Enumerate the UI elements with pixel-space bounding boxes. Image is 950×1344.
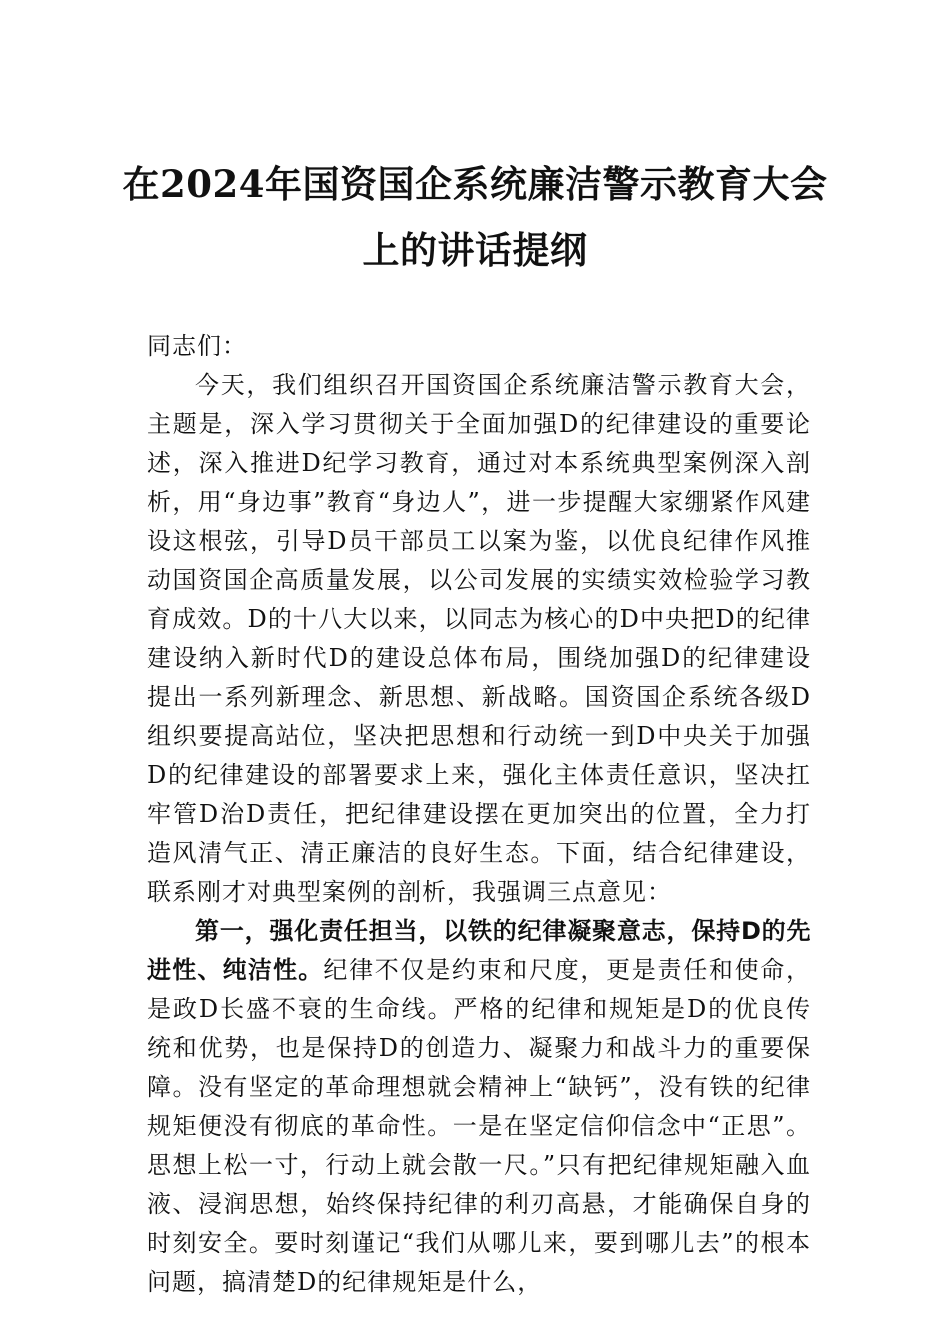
paragraph-point-one [147,912,811,1302]
point-one-heading: 第一，强化责任担当，以铁的纪律凝聚意志，保持D的先进性、纯洁性。 [147,917,811,984]
document-title-line-1: 在2024年国资国企系统廉洁警示教育大会 [122,162,828,206]
paragraph-intro: 今天，我们组织召开国资国企系统廉洁警示教育大会，主题是，深入学习贯彻关于全面加强D的纪律建设的重要论述，深入推进D纪学习教育，通过对本系统典型案例深入剖析，用“身边事”教育“身边人”，进一步提醒大家绷紧作风建设这根弦，引导D员干部员工以案为鉴，以优良纪律作风推动国资国企高质量发展，以公司发展的实绩实效检验学习教育成效。D的十八大以来，以同志为核心的D中央把D的纪律建设纳入新时代D的建设总体布局，围绕加强D的纪律建设提出一系列新理念、新思想、新战略。国资国企系统各级D组织要提高站位，坚决把思想和行动统一到D中央关于加强D的纪律建设的部署要求上来，强化主体责任意识，坚决扛牢管D治D责任，把纪律建设摆在更加突出的位置，全力打造风清气正、清正廉洁的良好生态。下面，结合纪律建设，联系刚才对典型案例的剖析，我强调三点意见： [147,371,811,906]
salutation: 同志们： [147,332,247,360]
point-one-body: 纪律不仅是约束和尺度，更是责任和使命，是政D长盛不衰的生命线。严格的纪律和规矩是D的优良传统和优势，也是保持D的创造力、凝聚力和战斗力的重要保障。没有坚定的革命理想就会精神上“缺钙”，没有铁的纪律规矩便没有彻底的革命性。一是在坚定信仰信念中“正思”。思想上松一寸，行动上就会散一尺。”只有把纪律规矩融入血液、浸润思想，始终保持纪律的利刃高悬，才能确保自身的时刻安全。要时刻谨记“我们从哪儿来，要到哪儿去”的根本问题，搞清楚D的纪律规矩是什么， [147,956,812,1296]
document-title-line-2: 上的讲话提纲 [362,228,588,272]
document-body [147,327,811,1302]
